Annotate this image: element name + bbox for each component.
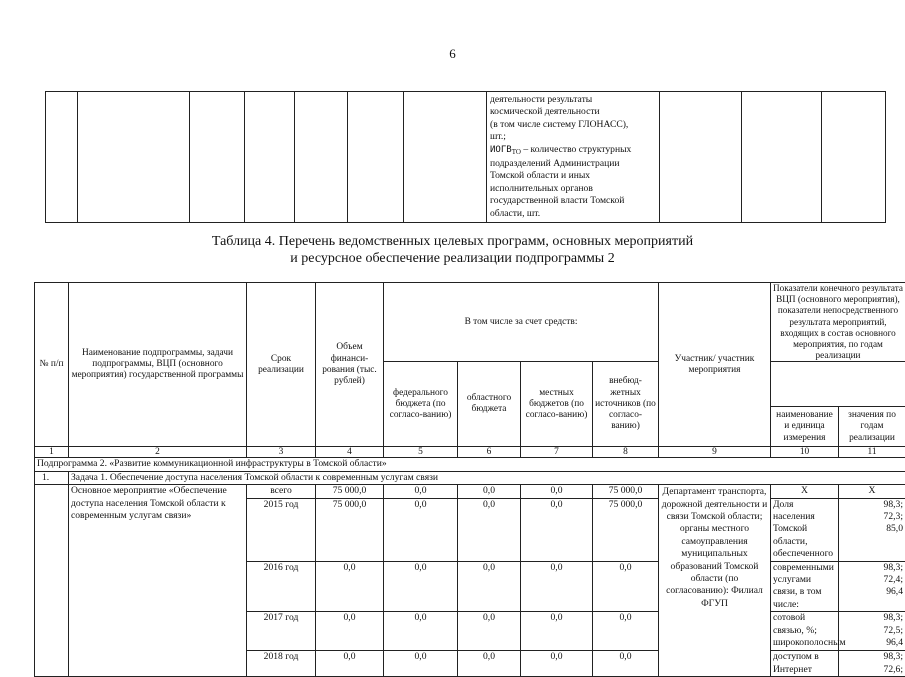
continuation-line: шт.; (490, 131, 656, 143)
continuation-table (45, 91, 886, 223)
column-number: 2 (69, 447, 247, 458)
continuation-row (46, 92, 886, 223)
term-cell: 2018 год (247, 651, 316, 677)
local-cell: 0,0 (521, 561, 593, 612)
regional-cell: 0,0 (458, 651, 521, 677)
column-number: 9 (659, 447, 771, 458)
column-number: 5 (384, 447, 458, 458)
local-cell: 0,0 (521, 485, 593, 498)
volume-cell: 75 000,0 (316, 498, 384, 561)
regional-cell: 0,0 (458, 485, 521, 498)
subprogram-row (35, 458, 905, 471)
volume-cell: 0,0 (316, 651, 384, 677)
task-title: Задача 1. Обеспечение доступа населения Томской области к современным услугам связи (69, 471, 905, 484)
indicator-name-cell: сотовой связью, %; широкополосным (771, 612, 839, 651)
formula-symbol: ИОГВ (490, 145, 512, 155)
regional-cell: 0,0 (458, 561, 521, 612)
term-cell: 2017 год (247, 612, 316, 651)
header-term: Срок реализации (247, 283, 316, 447)
continuation-line: деятельности результаты (490, 94, 656, 106)
task-num: 1. (35, 471, 69, 484)
local-cell: 0,0 (521, 498, 593, 561)
indicator-values-cell: 98,3; 72,5; 96,4 (839, 612, 905, 651)
indicator-values-cell: 98,3; 72,3; 85,0 (839, 498, 905, 561)
indicator-values-cell: 98,3; 72,4; 96,4 (839, 561, 905, 612)
activity-row-total (35, 485, 905, 498)
continuation-line: космической деятельности (490, 106, 656, 118)
volume-cell: 0,0 (316, 612, 384, 651)
regional-cell: 0,0 (458, 612, 521, 651)
extra-cell: 0,0 (593, 612, 659, 651)
column-numbers-row (35, 447, 905, 458)
extra-cell: 75 000,0 (593, 498, 659, 561)
header-including: В том числе за счет средств: (384, 283, 659, 362)
extra-cell: 0,0 (593, 561, 659, 612)
local-cell: 0,0 (521, 651, 593, 677)
term-cell: всего (247, 485, 316, 498)
header-num: № п/п (35, 283, 69, 447)
header-participant: Участник/ участник мероприятия (659, 283, 771, 447)
federal-cell: 0,0 (384, 485, 458, 498)
federal-cell: 0,0 (384, 498, 458, 561)
column-number: 6 (458, 447, 521, 458)
volume-cell: 75 000,0 (316, 485, 384, 498)
extra-cell: 0,0 (593, 651, 659, 677)
header-federal: федерального бюджета (по согласо-ванию) (384, 362, 458, 447)
federal-cell: 0,0 (384, 651, 458, 677)
header-row-1 (35, 283, 905, 362)
column-number: 1 (35, 447, 69, 458)
caption-line-2: и ресурсное обеспечение реализации подпрограммы 2 (0, 250, 905, 267)
activity-name: Основное мероприятие «Обеспечение доступа населения Томской области к современным услугам связи» (69, 485, 247, 677)
indicator-name-cell: Х (771, 485, 839, 498)
activity-participant: Департамент транспорта, дорожной деятельности и связи Томской области; органы местного самоуправления муниципальных образований Томской области (по согласованию): Филиал ФГУП (659, 485, 771, 677)
header-ind-values: значения по годам реализации (839, 407, 905, 447)
header-extra: внебюд-жетных источников (по согласо-ванию) (593, 362, 659, 447)
indicator-name-cell: Доля населения Томской области, обеспеченного (771, 498, 839, 561)
header-regional: областного бюджета (458, 362, 521, 447)
column-number: 10 (771, 447, 839, 458)
subprogram-title: Подпрограмма 2. «Развитие коммуникационной инфраструктуры в Томской области» (35, 458, 905, 471)
volume-cell: 0,0 (316, 561, 384, 612)
term-cell: 2016 год (247, 561, 316, 612)
indicator-name-cell: современными услугами связи, в том числе: (771, 561, 839, 612)
header-volume: Объем финанси-рования (тыс. рублей) (316, 283, 384, 447)
header-local: местных бюджетов (по согласо-ванию) (521, 362, 593, 447)
indicator-values-cell: Х (839, 485, 905, 498)
header-name: Наименование подпрограммы, задачи подпрограммы, ВЦП (основного мероприятия) государственной программы (69, 283, 247, 447)
local-cell: 0,0 (521, 612, 593, 651)
formula-definition (490, 144, 656, 220)
header-ind-name: наименование и единица измерения (771, 407, 839, 447)
column-number: 8 (593, 447, 659, 458)
table-caption (0, 233, 905, 267)
term-cell: 2015 год (247, 498, 316, 561)
activity-num (35, 485, 69, 677)
federal-cell: 0,0 (384, 561, 458, 612)
indicator-values-cell: 98,3; 72,6; (839, 651, 905, 677)
column-number: 4 (316, 447, 384, 458)
continuation-text-cell (487, 92, 660, 223)
page-number: 6 (0, 46, 905, 62)
column-number: 7 (521, 447, 593, 458)
formula-text: – количество структурных подразделений Администрации Томской области и иных исполнительных органов государственной власти Томской области, шт. (490, 144, 631, 219)
caption-line-1: Таблица 4. Перечень ведомственных целевых программ, основных мероприятий (0, 233, 905, 250)
task-row (35, 471, 905, 484)
federal-cell: 0,0 (384, 612, 458, 651)
extra-cell: 75 000,0 (593, 485, 659, 498)
column-number: 11 (839, 447, 905, 458)
formula-subscript: ТО (512, 148, 521, 156)
programs-table (34, 282, 905, 677)
column-number: 3 (247, 447, 316, 458)
regional-cell: 0,0 (458, 498, 521, 561)
header-indicators: Показатели конечного результата ВЦП (основного мероприятия), показатели непосредственного результата мероприятий, входящих в состав основного мероприятия, по годам реализации (771, 283, 905, 362)
indicator-name-cell: доступом в Интернет (771, 651, 839, 677)
continuation-line: (в том числе систему ГЛОНАСС), (490, 119, 656, 131)
